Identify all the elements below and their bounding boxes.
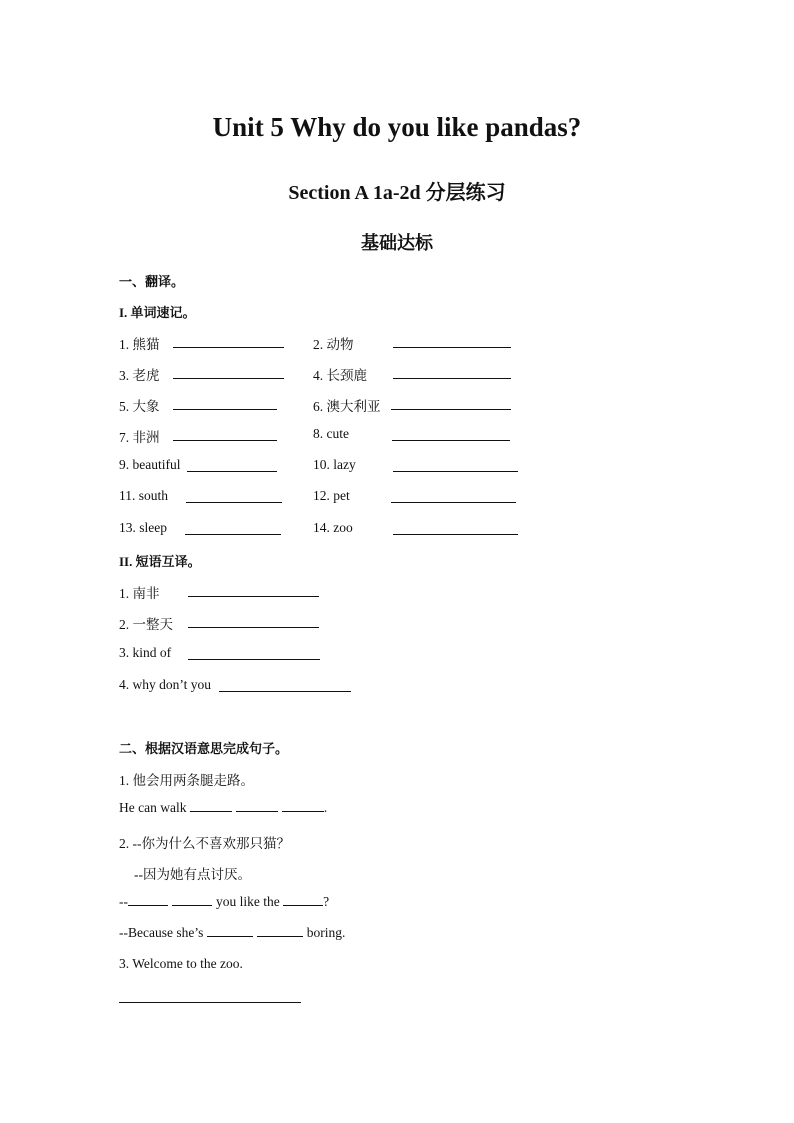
vocab-item-1: 1. 熊猫 [119,337,160,352]
vocab-blank-11[interactable] [186,502,282,503]
vocab-blank-4[interactable] [393,378,511,379]
vocab-blank-1[interactable] [173,347,284,348]
q1-blank-2[interactable] [236,810,278,812]
q2-prompt: 2. --你为什么不喜欢那只猫？ [119,836,290,851]
phrase-item-2: 2. 一整天 [119,617,173,632]
q2-blank-2[interactable] [172,904,212,906]
vocab-item-7: 7. 非洲 [119,430,160,445]
q2-blank-3[interactable] [283,904,323,906]
vocab-blank-10[interactable] [393,471,518,472]
vocab-item-2: 2. 动物 [313,337,354,352]
q1-blank-3[interactable] [282,810,324,812]
phrase-item-1: 1. 南非 [119,586,160,601]
vocab-item-6: 6. 澳大利亚 [313,399,381,414]
vocab-item-12: 12. pet [313,488,350,503]
part2-heading: 二、根据汉语意思完成句子。 [119,741,289,756]
section-subtitle: Section A 1a-2d 分层练习 [288,182,506,204]
vocab-item-11: 11. south [119,488,169,503]
vocab-item-14: 14. zoo [313,520,353,535]
phrase-heading: II. 短语互译。 [119,554,201,569]
q2-l1-start: -- [119,894,128,909]
q1-prompt: 1. 他会用两条腿走路。 [119,773,254,788]
vocab-blank-13[interactable] [185,534,281,535]
phrase-blank-4[interactable] [219,691,351,692]
vocab-item-10: 10. lazy [313,457,356,472]
q2-answer-line-2 [119,925,345,941]
vocab-item-8: 8. cute [313,426,349,441]
q2-answer-line-1 [119,894,329,910]
page-title: Unit 5 Why do you like pandas? [212,112,582,142]
q2-blank-4[interactable] [207,935,253,937]
q3-blank[interactable] [119,1002,301,1003]
vocab-blank-14[interactable] [393,534,518,535]
q2-l1-end: ? [323,894,330,909]
q2-blank-1[interactable] [128,904,168,906]
q2-l2-end: boring. [306,925,346,940]
part1-heading: 一、翻译。 [119,274,185,289]
vocab-item-4: 4. 长颈鹿 [313,368,367,383]
vocab-blank-6[interactable] [391,409,511,410]
vocab-blank-8[interactable] [392,440,510,441]
level-heading: 基础达标 [361,233,433,253]
q2-l1-mid: you like the [216,894,280,909]
phrase-blank-2[interactable] [188,627,319,628]
q2-blank-5[interactable] [257,935,303,937]
q1-blank-1[interactable] [190,810,232,812]
vocab-item-3: 3. 老虎 [119,368,160,383]
q1-start: He can walk [119,800,187,815]
q3-prompt: 3. Welcome to the zoo. [119,956,243,971]
phrase-item-3: 3. kind of [119,645,172,660]
vocab-blank-7[interactable] [173,440,277,441]
vocab-blank-5[interactable] [173,409,277,410]
vocab-blank-9[interactable] [187,471,277,472]
vocab-blank-3[interactable] [173,378,284,379]
vocab-heading: I. 单词速记。 [119,305,196,320]
vocab-item-5: 5. 大象 [119,399,160,414]
vocab-blank-2[interactable] [393,347,511,348]
phrase-blank-1[interactable] [188,596,319,597]
q1-end: . [323,800,328,815]
q2-prompt2: --因为她有点讨厌。 [134,867,251,882]
vocab-item-13: 13. sleep [119,520,167,535]
phrase-item-4: 4. why don’t you [119,677,212,692]
phrase-blank-3[interactable] [188,659,320,660]
vocab-blank-12[interactable] [391,502,516,503]
q1-answer-line [119,800,327,816]
vocab-item-9: 9. beautiful [119,457,181,472]
q2-l2-start: --Because she’s [119,925,204,940]
